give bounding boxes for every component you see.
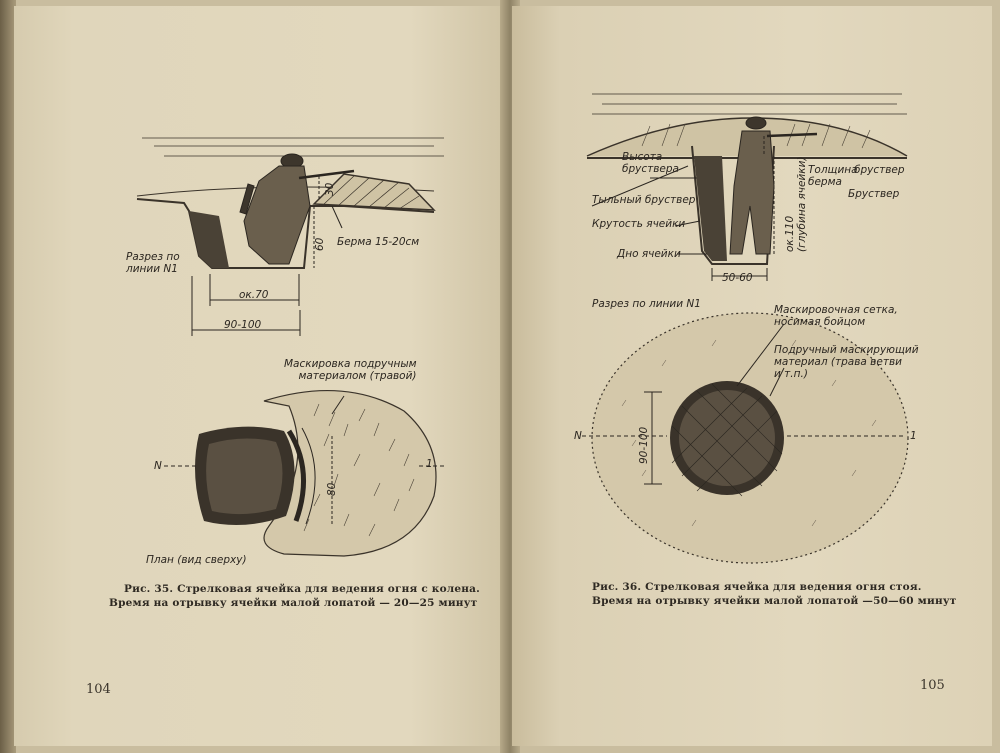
marker-n: N bbox=[154, 460, 162, 472]
dim-60-label: 60 bbox=[314, 237, 326, 251]
dim-90-100-right: 90-100 bbox=[638, 426, 650, 464]
material-label: Подручный маскирующий материал (трава ветви и т.п.) bbox=[774, 344, 919, 380]
berm-thickness-label: Толщина берма bbox=[808, 164, 858, 188]
page-105 bbox=[512, 6, 992, 746]
section-label-right: Разрез по линии N1 bbox=[592, 298, 701, 310]
section-label bbox=[126, 251, 180, 275]
rear-parapet-label: Тыльный бруствер bbox=[592, 194, 696, 206]
dim-ok70-label: ок.70 bbox=[239, 289, 269, 301]
parapet-label-2: Бруствер bbox=[848, 188, 900, 200]
marker-1: 1 bbox=[426, 458, 433, 470]
camouflage-label: Маскировка подручным материалом (травой) bbox=[284, 358, 417, 382]
dim-90-100-label: 90-100 bbox=[224, 319, 262, 331]
dim-50-60-label: 50-60 bbox=[722, 272, 753, 284]
depth-label: ок.110 (глубина ячейки) bbox=[784, 156, 808, 252]
parapet-height-label: Высота бруствера bbox=[622, 151, 679, 175]
section-label-text: Разрез по линии N1 bbox=[126, 251, 180, 275]
figure-35-section-drawing bbox=[14, 6, 508, 746]
berm-label: Берма 15-20см bbox=[337, 236, 420, 248]
dim-30-label: 30 bbox=[324, 182, 336, 196]
parapet-label: бруствер bbox=[854, 164, 905, 176]
page-104 bbox=[14, 6, 508, 746]
caption-line-1-right: Рис. 36. Стрелковая ячейка для ведения огня стоя. bbox=[592, 581, 922, 593]
net-label: Маскировочная сетка, носимая бойцом bbox=[774, 304, 898, 328]
figure-36-section-drawing bbox=[512, 6, 992, 746]
caption-line-1: Рис. 35. Стрелковая ячейка для ведения огня с колена. bbox=[124, 583, 481, 595]
marker-n-right: N bbox=[574, 430, 582, 442]
plan-label: План (вид сверху) bbox=[146, 554, 247, 566]
bottom-label: Дно ячейки bbox=[617, 248, 681, 260]
slope-label: Крутость ячейки bbox=[592, 218, 686, 230]
caption-line-2-right: Время на отрывку ячейки малой лопатой —50—60 минут bbox=[592, 595, 957, 607]
caption-line-2: Время на отрывку ячейки малой лопатой — 20—25 минут bbox=[109, 597, 478, 609]
page-number-right: 105 bbox=[920, 678, 945, 693]
dim-80-label: 80 bbox=[326, 482, 338, 496]
page-number: 104 bbox=[86, 682, 111, 697]
marker-1-right: 1 bbox=[910, 430, 917, 442]
